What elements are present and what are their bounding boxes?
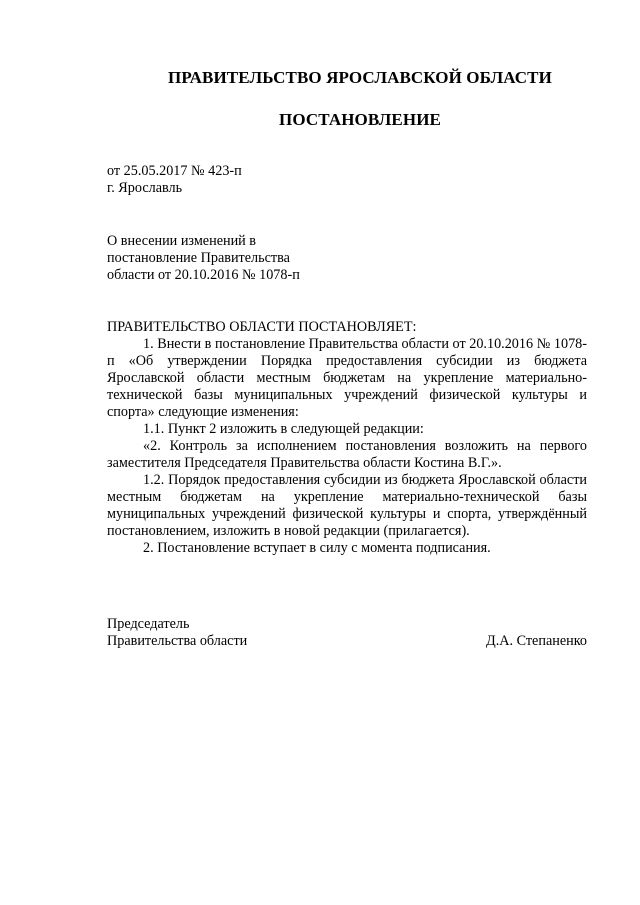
document-body: [107, 319, 587, 557]
signatory-position: Председатель: [107, 616, 190, 632]
signatory-position: Правительства области: [107, 633, 248, 649]
document-city: г. Ярославль: [107, 180, 183, 196]
subject-line: постановление Правительства: [107, 250, 290, 266]
document-type-title: ПОСТАНОВЛЕНИЕ: [279, 110, 441, 129]
body-paragraph: 1.2. Порядок предоставления субсидии из бюджета Ярославской области местным бюджетам на укрепление материально-технической базы муниципальных учреждений физической культуры и спорта, утверждённый постановлением, изложить в новой редакции (прилагается).: [107, 472, 587, 539]
document-date-number: от 25.05.2017 № 423-п: [107, 163, 242, 179]
body-paragraph: 2. Постановление вступает в силу с момента подписания.: [143, 540, 491, 556]
subject-line: О внесении изменений в: [107, 233, 257, 249]
subject-line: области от 20.10.2016 № 1078-п: [107, 267, 300, 283]
resolves-heading: ПРАВИТЕЛЬСТВО ОБЛАСТИ ПОСТАНОВЛЯЕТ:: [107, 319, 417, 335]
signatory-name: Д.А. Степаненко: [486, 633, 587, 649]
body-paragraph: 1.1. Пункт 2 изложить в следующей редакции:: [143, 421, 424, 437]
body-paragraph: «2. Контроль за исполнением постановления возложить на первого заместителя Председателя Правительства области Костина В.Г.».: [107, 438, 587, 471]
organization-title: ПРАВИТЕЛЬСТВО ЯРОСЛАВСКОЙ ОБЛАСТИ: [168, 68, 552, 87]
body-paragraph: 1. Внести в постановление Правительства области от 20.10.2016 № 1078-п «Об утверждении Порядка предоставления субсидии из бюджета Ярославской области местным бюджетам на укрепление материально-технической базы муниципальных учреждений физической культуры и спорта» следующие изменения:: [107, 336, 587, 420]
